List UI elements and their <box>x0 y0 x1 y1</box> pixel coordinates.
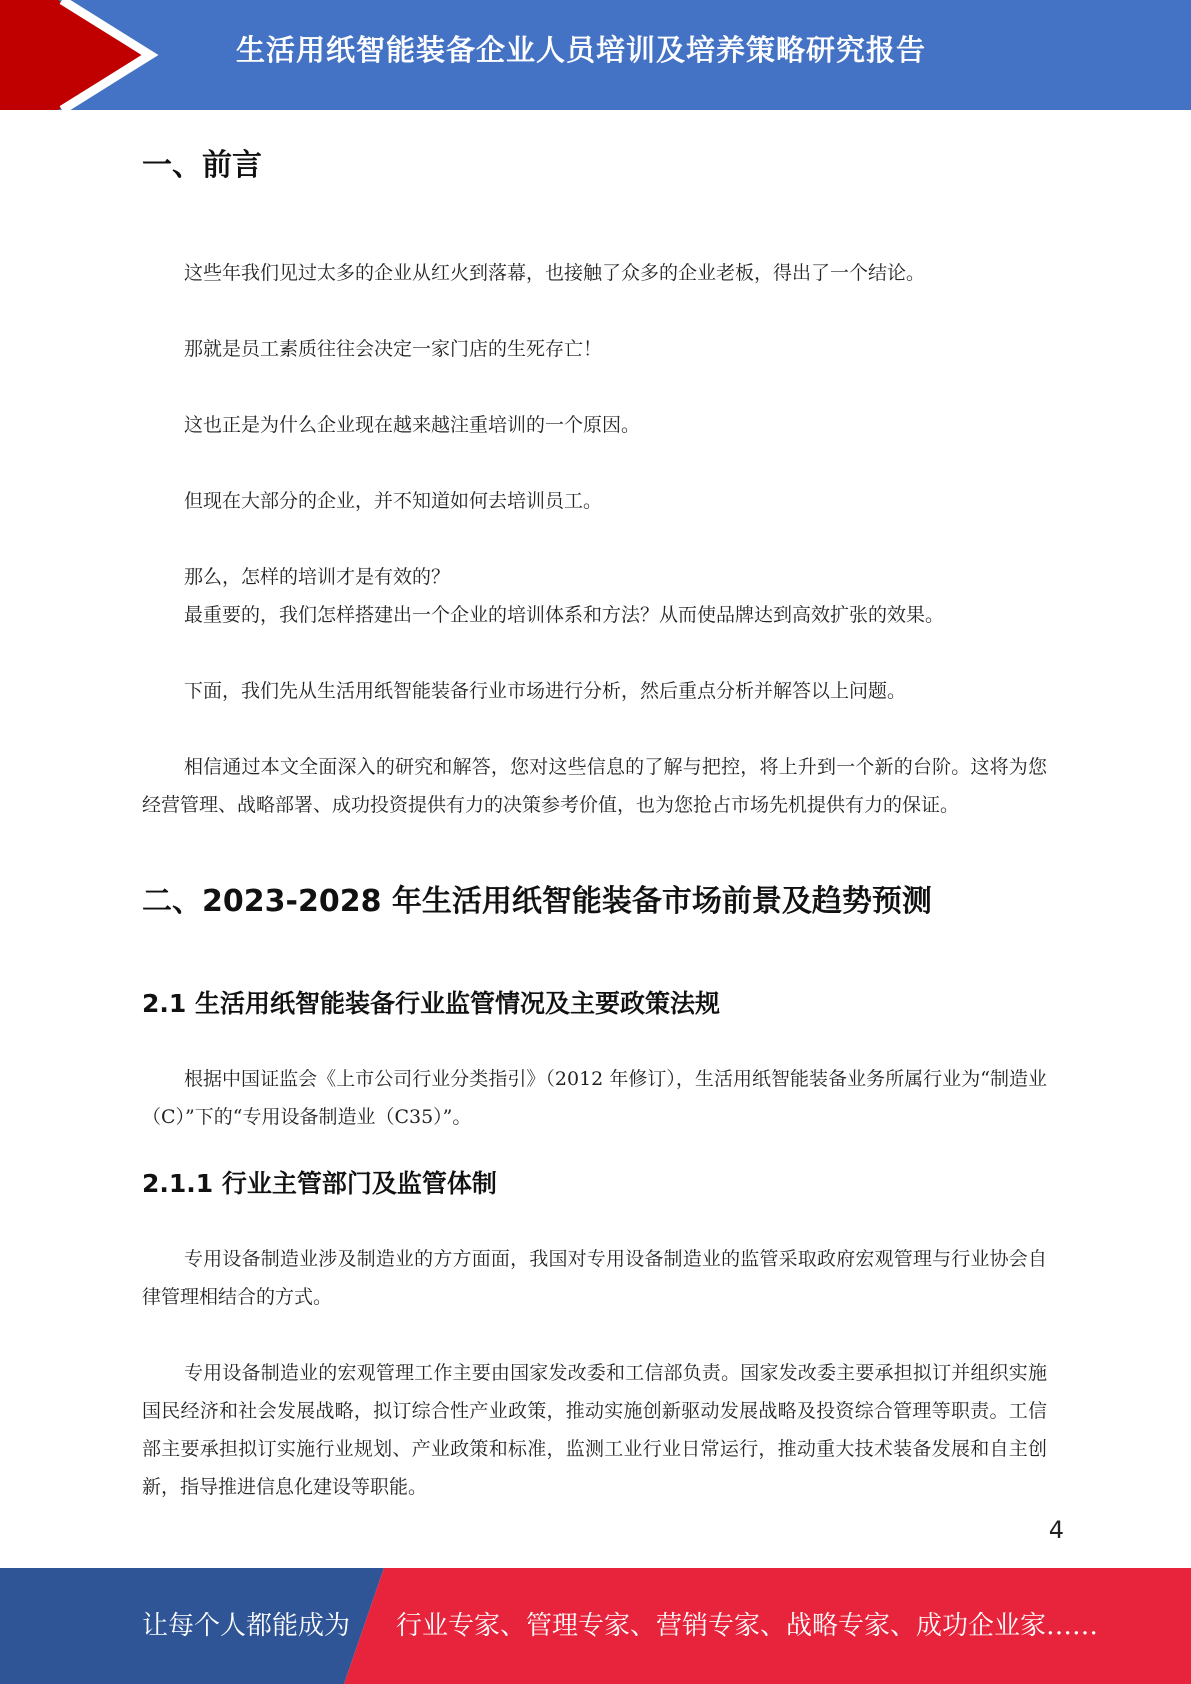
paragraph: 专用设备制造业的宏观管理工作主要由国家发改委和工信部负责。国家发改委主要承担拟订并组织实施国民经济和社会发展战略，拟订综合性产业政策，推动实施创新驱动发展战略及投资综合管理等职责。工信部主要承担拟订实施行业规划、产业政策和标准，监测工业行业日常运行，推动重大技术装备发展和自主创新，指导推进信息化建设等职能。 <box>142 1362 1047 1498</box>
paragraph: 这些年我们见过太多的企业从红火到落幕，也接触了众多的企业老板，得出了一个结论。 <box>184 262 926 284</box>
paragraph: 最重要的，我们怎样搭建出一个企业的培训体系和方法？从而使品牌达到高效扩张的效果。 <box>184 604 945 626</box>
subsection-heading: 2.1 生活用纸智能装备行业监管情况及主要政策法规 <box>142 989 720 1018</box>
paragraph: 根据中国证监会《上市公司行业分类指引》（2012 年修订），生活用纸智能装备业务所属行业为“制造业（C）”下的“专用设备制造业（C35）”。 <box>142 1068 1047 1128</box>
section-heading-preface: 一、前言 <box>142 148 262 183</box>
header-chevron-graphic <box>0 0 160 110</box>
section-heading-forecast: 二、2023-2028 年生活用纸智能装备市场前景及趋势预测 <box>142 884 932 919</box>
report-title: 生活用纸智能装备企业人员培训及培养策略研究报告 <box>236 33 927 67</box>
paragraph: 专用设备制造业涉及制造业的方方面面，我国对专用设备制造业的监管采取政府宏观管理与行业协会自律管理相结合的方式。 <box>142 1248 1047 1308</box>
paragraph: 相信通过本文全面深入的研究和解答，您对这些信息的了解与把控，将上升到一个新的台阶。这将为您经营管理、战略部署、成功投资提供有力的决策参考价值，也为您抢占市场先机提供有力的保证。 <box>142 756 1047 816</box>
document-body <box>142 140 1047 1506</box>
page-header <box>0 0 1191 110</box>
footer-slogan-right: 行业专家、管理专家、营销专家、战略专家、成功企业家…… <box>396 1611 1099 1641</box>
footer-slogan-left: 让每个人都能成为 <box>142 1611 351 1641</box>
subsection-heading: 2.1.1 行业主管部门及监管体制 <box>142 1169 497 1198</box>
paragraph: 下面，我们先从生活用纸智能装备行业市场进行分析，然后重点分析并解答以上问题。 <box>184 680 907 702</box>
paragraph: 那么，怎样的培训才是有效的？ <box>184 566 451 588</box>
paragraph: 这也正是为什么企业现在越来越注重培训的一个原因。 <box>184 414 641 436</box>
paragraph: 那就是员工素质往往会决定一家门店的生死存亡！ <box>184 338 603 360</box>
page-number: 4 <box>1048 1516 1064 1544</box>
page-footer <box>0 1568 1191 1684</box>
paragraph: 但现在大部分的企业，并不知道如何去培训员工。 <box>184 490 603 512</box>
